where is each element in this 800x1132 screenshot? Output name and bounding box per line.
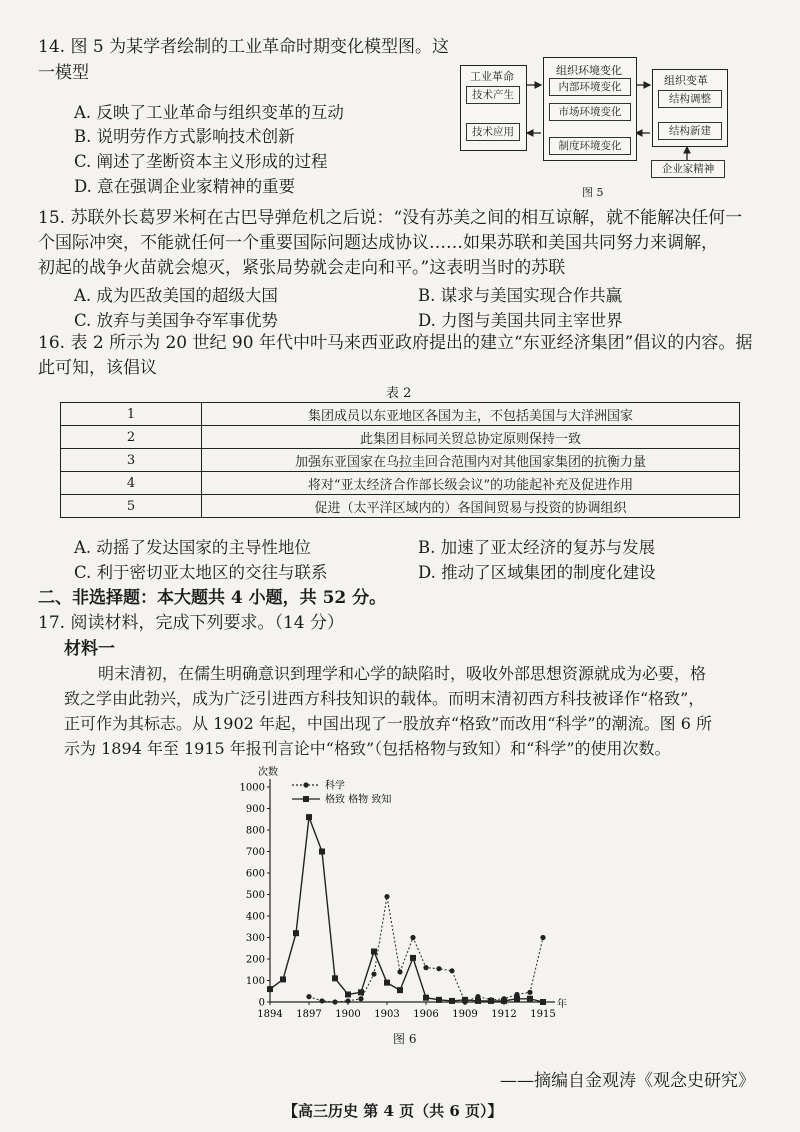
data-point [527,996,533,1002]
data-point [384,980,390,986]
data-point [462,997,468,1003]
data-point [345,998,350,1003]
material-1-label: 材料一 [64,639,115,659]
y-tick-label: 0 [258,997,265,1009]
data-point [410,955,416,961]
figure-6-caption: 图 6 [393,1032,417,1046]
q15-option-d: D. 力图与美国共同主宰世界 [418,311,623,330]
fig5-mid-item: 制度环境变化 [549,137,631,155]
fig5-right-item: 结构调整 [658,90,722,108]
legend-label: 格致 格物 致知 [325,794,392,806]
data-point [436,997,442,1003]
q15-line2: 个国际冲突，不能就任何一个重要国际问题达成协议……如果苏联和美国共同努力来调解， [38,233,718,253]
data-point [280,976,286,982]
q15-option-a: A. 成为匹敌美国的超级大国 [74,286,278,305]
x-tick-label: 1915 [530,1009,556,1020]
q14-stem-line1: 14. 图 5 为某学者绘制的工业革命时期变化模型图。这 [38,37,450,57]
q14-option-b: B. 说明劳作方式影响技术创新 [74,127,295,146]
table-row: 5 促进（太平洋区域内的）各国间贸易与投资的协调组织 [61,495,740,518]
x-tick-label: 1909 [452,1009,478,1020]
q15-line1: 15. 苏联外长葛罗米柯在古巴导弹危机之后说：“没有苏美之间的相互谅解，就不能解决任何一 [38,208,743,228]
page-footer: 【高三历史 第 4 页（共 6 页）】 [283,1102,503,1120]
data-point [527,990,532,995]
data-point [332,975,338,981]
data-point [514,996,520,1002]
fig5-caption: 图 5 [582,186,604,199]
data-point [319,998,324,1003]
data-point [371,948,377,954]
table-2 [60,402,740,518]
fig5-mid-title: 组织环境变化 [556,64,622,77]
data-point [423,995,429,1001]
data-point [358,989,364,995]
y-tick-label: 700 [245,847,265,858]
q14-stem-line2: 一模型 [38,63,89,83]
data-point [358,996,363,1001]
data-point [436,966,441,971]
fig5-left-title: 工业革命 [470,70,514,83]
data-point [540,999,546,1005]
q16-option-d: D. 推动了区域集团的制度化建设 [418,563,656,582]
table-row: 2 此集团目标同关贸总协定原则保持一致 [61,426,740,449]
legend-marker [303,782,308,787]
series-line [309,897,543,1002]
fig5-bottom-box: 企业家精神 [651,160,725,178]
table-2-title: 表 2 [386,386,412,401]
q16-line1: 16. 表 2 所示为 20 世纪 90 年代中叶马来西亚政府提出的建立“东亚经济集团”倡议的内容。据 [38,333,753,353]
y-tick-label: 600 [245,868,265,880]
y-tick-label: 500 [245,890,265,901]
series-line [270,817,543,1002]
y-tick-label: 1000 [239,782,265,794]
x-tick-label: 1897 [296,1009,322,1020]
q16-option-a: A. 动摇了发达国家的主导性地位 [74,538,311,557]
data-point [449,998,455,1004]
source-citation: ——摘编自金观涛《观念史研究》 [500,1071,755,1091]
data-point [371,971,376,976]
x-axis-label: 年 [557,999,567,1010]
data-point [540,935,545,940]
x-tick-label: 1906 [413,1009,439,1020]
data-point [449,968,454,973]
y-tick-label: 800 [245,825,265,837]
data-point [306,994,311,999]
y-tick-label: 200 [245,954,265,966]
data-point [410,935,415,940]
fig5-mid-item: 内部环境变化 [549,78,631,96]
q16-option-b: B. 加速了亚太经济的复苏与发展 [418,538,656,557]
y-tick-label: 300 [245,933,265,944]
x-tick-label: 1900 [335,1009,361,1020]
fig5-left-item: 技术产生 [466,86,520,104]
q15-option-c: C. 放弃与美国争夺军事优势 [74,311,279,330]
fig5-right-title: 组织变革 [664,74,708,87]
material-1-line: 示为 1894 年至 1915 年报刊言论中“格致”（包括格物与致知）和“科学”的使用次数。 [64,739,671,758]
q16-option-c: C. 利于密切亚太地区的交往与联系 [74,563,328,582]
fig5-mid-item: 市场环境变化 [549,103,631,121]
data-point [267,986,273,992]
fig5-right-item: 结构新建 [658,122,722,140]
data-point [488,998,494,1004]
q16-line2: 此可知，该倡议 [38,358,157,378]
q15-option-b: B. 谋求与美国实现合作共赢 [418,286,623,305]
data-point [501,998,507,1004]
q17-stem: 17. 阅读材料，完成下列要求。（14 分） [38,613,344,633]
fig5-left-item: 技术应用 [466,123,520,141]
data-point [319,849,325,855]
data-point [332,999,337,1004]
data-point [384,894,389,899]
x-tick-label: 1903 [374,1009,400,1020]
q14-option-d: D. 意在强调企业家精神的重要 [74,177,296,196]
material-1-line: 明末清初，在儒生明确意识到理学和心学的缺陷时，吸收外部思想资源就成为必要，格 [98,664,707,683]
data-point [397,969,402,974]
q14-option-a: A. 反映了工业革命与组织变革的互动 [74,103,344,122]
material-1-line: 正可作为其标志。从 1902 年起，中国出现了一股放弃“格致”而改用“科学”的潮流。图 6 所 [64,714,712,733]
material-1-line: 致之学由此勃兴，成为广泛引进西方科技知识的载体。而明末清初西方科技被译作“格致”， [64,689,705,708]
data-point [475,998,481,1004]
legend-marker [303,796,309,802]
data-point [423,965,428,970]
x-tick-label: 1894 [257,1009,283,1020]
table-row: 4 将对“亚太经济合作部长级会议”的功能起补充及促进作用 [61,472,740,495]
x-tick-label: 1912 [491,1009,517,1020]
y-tick-label: 900 [245,804,265,815]
y-tick-label: 100 [245,976,265,987]
data-point [293,930,299,936]
data-point [345,991,351,997]
y-axis-label: 次数 [258,767,278,778]
data-point [397,987,403,993]
figure-6-chart [225,765,595,1030]
section-2-heading: 二、非选择题：本大题共 4 小题，共 52 分。 [38,588,387,608]
y-tick-label: 400 [245,911,265,923]
legend-label: 科学 [325,780,345,792]
q15-line3: 初起的战争火苗就会熄灭，紧张局势就会走向和平。”这表明当时的苏联 [38,258,566,278]
table-row: 3 加强东亚国家在乌拉圭回合范围内对其他国家集团的抗衡力量 [61,449,740,472]
table-row: 1 集团成员以东亚地区各国为主，不包括美国与大洋洲国家 [61,403,740,426]
data-point [306,814,312,820]
q14-option-c: C. 阐述了垄断资本主义形成的过程 [74,152,328,171]
